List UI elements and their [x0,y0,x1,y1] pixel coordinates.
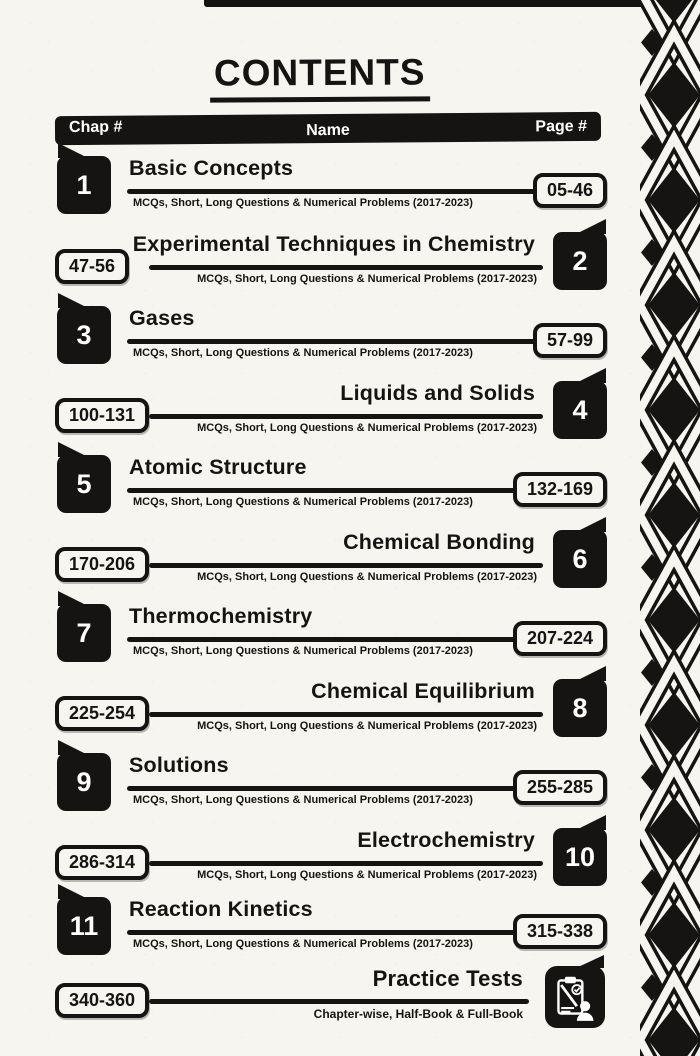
page-range: 207-224 [513,621,607,656]
chapter-name: Reaction Kinetics [129,897,313,921]
chapter-number-badge [57,156,111,214]
page-range: 132-169 [513,472,607,507]
page-range: 170-206 [55,547,149,582]
chapter-name: Experimental Techniques in Chemistry [132,232,535,256]
practice-tests-row [55,962,607,1034]
chapter-number-badge [553,232,607,290]
page-range: 100-131 [55,398,149,433]
clipboard-test-glyph [552,973,598,1021]
practice-tests-subtitle: Chapter-wise, Half-Book & Full-Book [313,1007,523,1021]
page-range: 286-314 [55,845,149,880]
chapter-number: 11 [69,910,99,941]
chapter-number: 10 [564,841,596,872]
chapter-row-11 [55,893,607,965]
chapter-name: Thermochemistry [129,604,313,628]
divider-rule [127,488,573,493]
practice-tests-name: Practice Tests [372,966,523,991]
chapter-number-badge [57,753,111,811]
header-name: Name [306,121,350,140]
chapter-name: Gases [129,306,195,330]
page-range: 340-360 [55,983,149,1018]
page-range: 315-338 [513,914,607,949]
title-block [0,52,640,102]
chapter-number: 9 [76,766,92,797]
divider-rule [127,637,573,642]
chapter-subtitle: MCQs, Short, Long Questions & Numerical Problems (2017-2023) [197,720,537,732]
page-title: CONTENTS [210,51,430,102]
chapter-subtitle: MCQs, Short, Long Questions & Numerical Problems (2017-2023) [197,273,537,285]
chapter-subtitle: MCQs, Short, Long Questions & Numerical Problems (2017-2023) [133,197,473,209]
chapter-number: 6 [572,543,588,574]
chapter-row-9 [55,749,607,821]
divider-rule [127,189,573,194]
chapter-number: 1 [76,169,92,200]
page-range: 255-285 [513,770,607,805]
chapter-subtitle: MCQs, Short, Long Questions & Numerical Problems (2017-2023) [133,645,473,657]
chapter-name: Basic Concepts [129,156,294,180]
chapter-row-10 [55,824,607,896]
chapter-subtitle: MCQs, Short, Long Questions & Numerical Problems (2017-2023) [133,794,473,806]
page-range: 225-254 [55,696,149,731]
chapter-subtitle: MCQs, Short, Long Questions & Numerical Problems (2017-2023) [133,496,473,508]
chapter-name: Electrochemistry [357,828,535,852]
top-scan-bar [204,0,648,7]
page-range: 47-56 [55,249,129,284]
chapter-number-badge [57,897,111,955]
chapter-row-5 [55,451,607,523]
chapter-row-1 [55,152,607,224]
chapter-subtitle: MCQs, Short, Long Questions & Numerical Problems (2017-2023) [133,938,473,950]
chapter-subtitle: MCQs, Short, Long Questions & Numerical Problems (2017-2023) [133,347,473,359]
chapter-name: Liquids and Solids [340,381,535,405]
page-range: 57-99 [533,323,607,358]
divider-rule [149,563,543,568]
chapter-row-8 [55,675,607,747]
chapter-number-badge [553,679,607,737]
table-header-bar [55,112,601,145]
header-page: Page # [535,117,588,136]
chapter-number-badge [553,530,607,588]
chapter-subtitle: MCQs, Short, Long Questions & Numerical Problems (2017-2023) [197,422,537,434]
divider-rule [149,265,543,270]
chapter-name: Solutions [129,753,229,777]
page-range: 05-46 [533,173,607,208]
divider-rule [127,786,573,791]
chapter-subtitle: MCQs, Short, Long Questions & Numerical Problems (2017-2023) [197,869,537,881]
chapter-name: Chemical Equilibrium [311,679,535,703]
chapter-number: 3 [76,319,92,350]
divider-rule [149,414,543,419]
chapter-row-7 [55,600,607,672]
chapter-number: 8 [572,692,588,723]
divider-rule [149,999,529,1004]
chapter-number-badge [553,828,607,886]
clipboard-test-icon [545,966,605,1028]
chapter-number: 4 [572,394,588,425]
chapter-row-2 [55,228,607,300]
chapter-number: 7 [76,617,92,648]
divider-rule [127,930,573,935]
chapter-name: Atomic Structure [129,455,307,479]
chapter-subtitle: MCQs, Short, Long Questions & Numerical Problems (2017-2023) [197,571,537,583]
divider-rule [149,712,543,717]
chapter-number-badge [57,306,111,364]
chapter-row-3 [55,302,607,374]
chapter-row-4 [55,377,607,449]
decorative-border-pattern [640,0,700,1056]
divider-rule [127,339,573,344]
chapter-number: 5 [76,468,92,499]
header-chap: Chap # [68,118,123,137]
divider-rule [149,861,543,866]
chapter-number: 2 [572,245,588,276]
chapter-number-badge [57,455,111,513]
chapter-number-badge [553,381,607,439]
chapter-name: Chemical Bonding [343,530,535,554]
chapter-row-6 [55,526,607,598]
chapter-number-badge [57,604,111,662]
